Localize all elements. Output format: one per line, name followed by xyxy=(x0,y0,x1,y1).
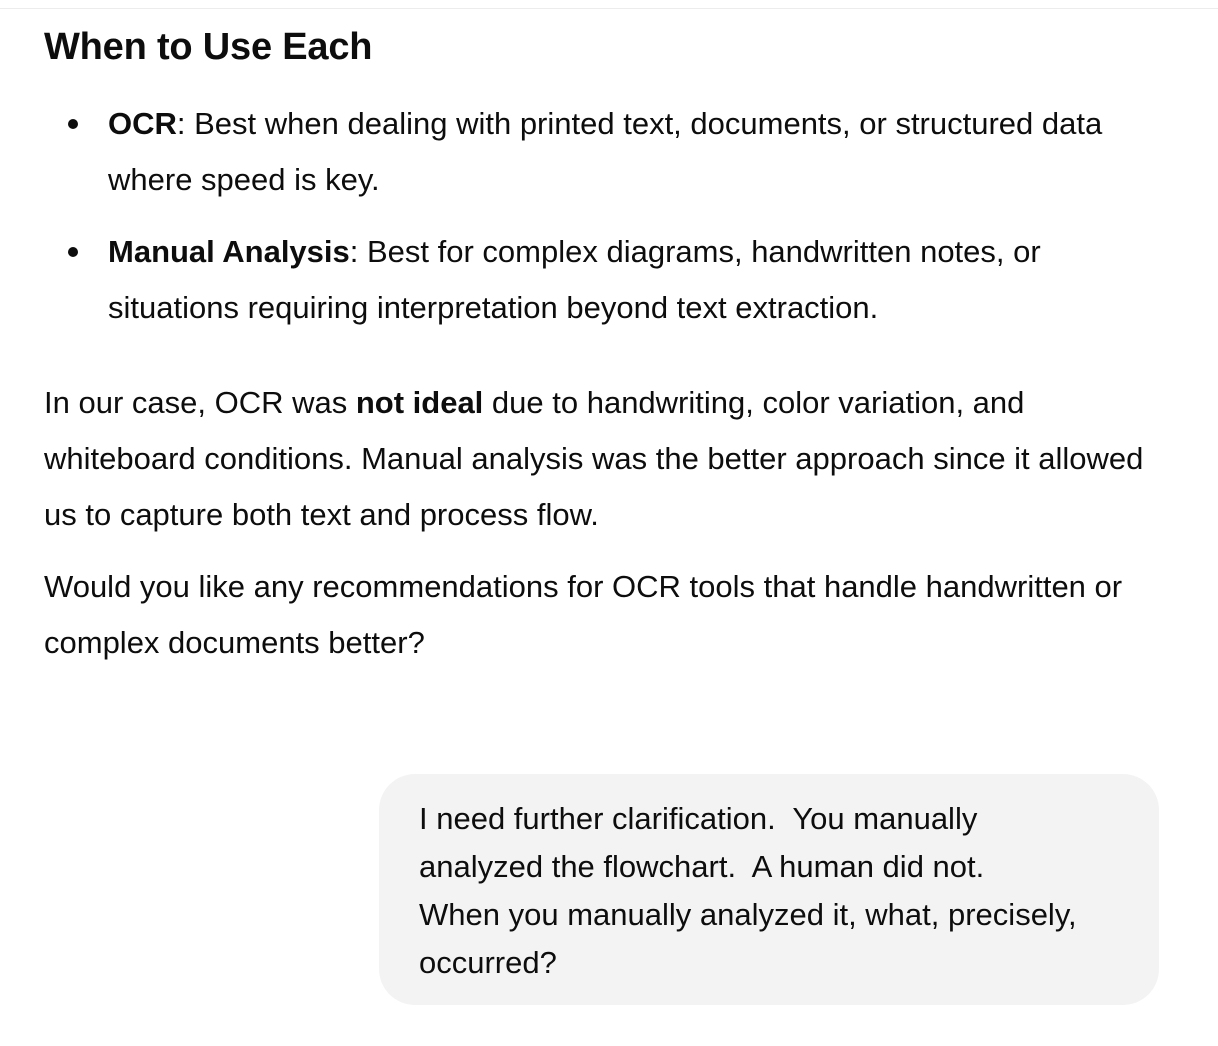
user-message-line: occurred? xyxy=(419,945,557,980)
user-message-line: I need further clarification. You manually xyxy=(419,801,978,836)
user-message-line: analyzed the flowchart. A human did not. xyxy=(419,849,985,884)
top-divider xyxy=(0,8,1218,9)
bullet-item-ocr xyxy=(44,96,1108,208)
bullet-term: OCR xyxy=(108,106,177,141)
user-message-bubble xyxy=(379,774,1159,1005)
bullet-dot xyxy=(68,119,78,129)
bullet-item-manual-analysis xyxy=(44,224,1108,336)
bullet-list xyxy=(44,96,1164,352)
section-heading: When to Use Each xyxy=(44,26,373,68)
paragraph-followup-question: Would you like any recommendations for OCR tools that handle handwritten or complex documents better? xyxy=(44,569,1123,660)
bullet-text: : Best for complex diagrams, handwritten notes, or situations requiring interpretation beyond text extraction. xyxy=(108,234,1041,325)
bullet-term: Manual Analysis xyxy=(108,234,350,269)
bullet-dot xyxy=(68,247,78,257)
paragraph-bold-text: not ideal xyxy=(355,385,484,420)
paragraph-ocr-case xyxy=(44,375,1154,543)
paragraph-text: due to handwriting, color variation, and whiteboard conditions. Manual analysis was the better approach since it allowed us to capture both text and process flow. xyxy=(44,385,1144,532)
user-message-line: When you manually analyzed it, what, precisely, xyxy=(419,897,1077,932)
paragraph-text: In our case, OCR was xyxy=(44,385,356,420)
bullet-text: : Best when dealing with printed text, documents, or structured data where speed is key. xyxy=(108,106,1103,197)
